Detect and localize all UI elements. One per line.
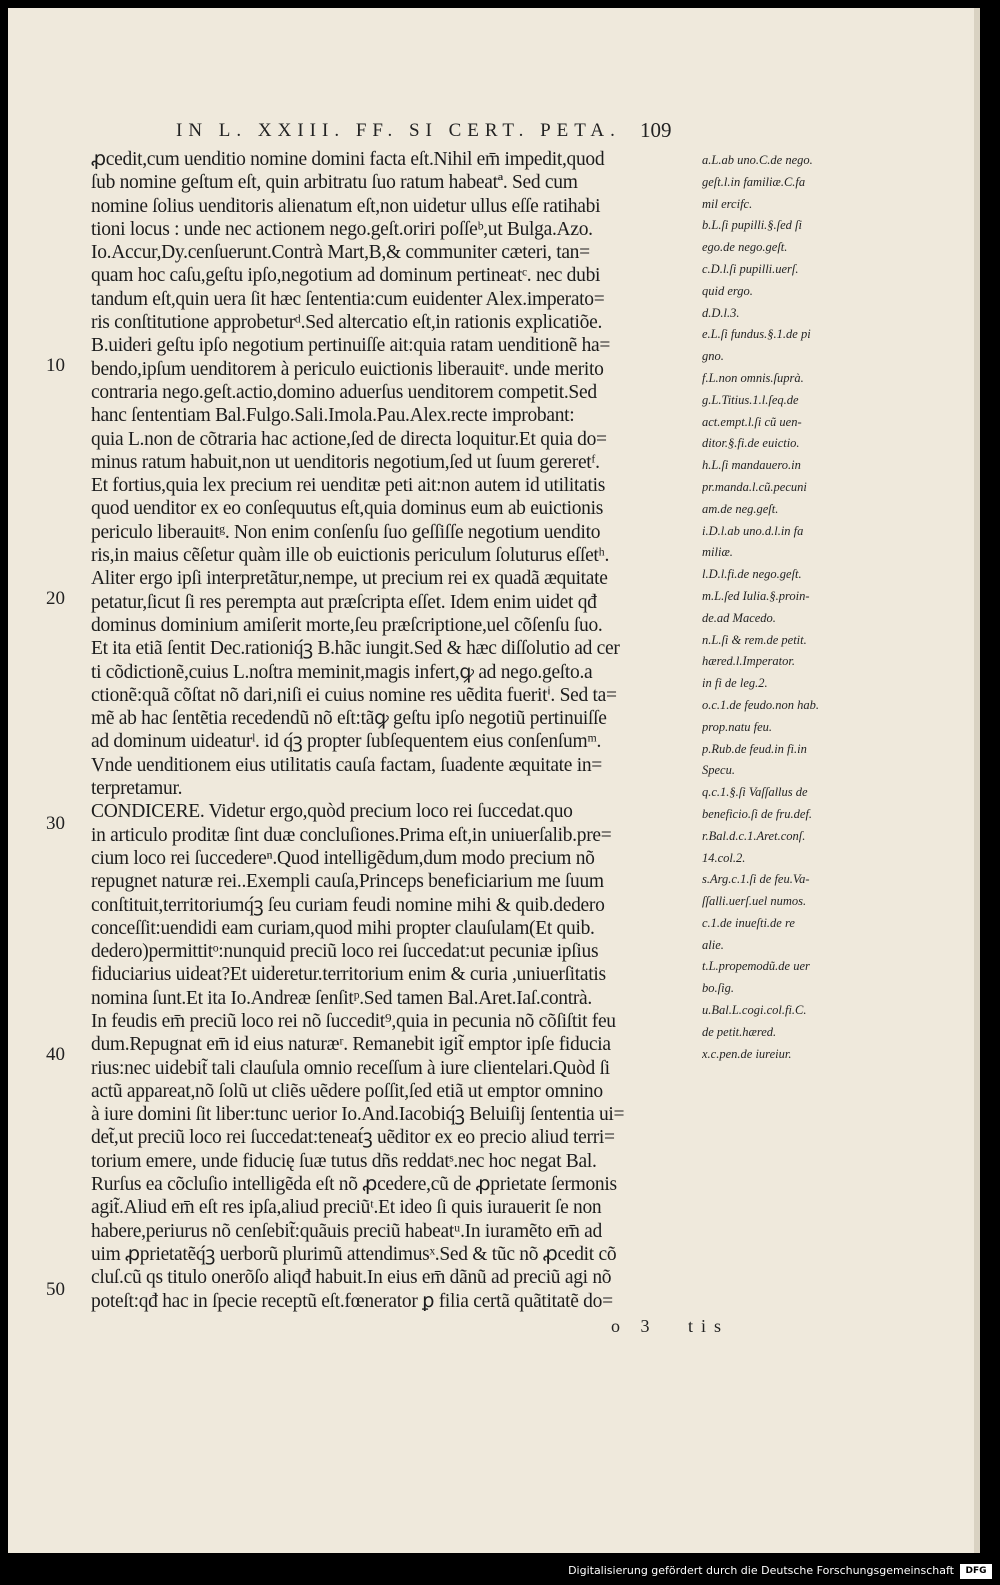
margin-note: e.L.ſi fundus.§.1.de pi [702,327,811,342]
margin-note: x.c.pen.de iureiur. [702,1046,792,1061]
text-line: cluſ.cũ qs titulo onerõſo aliqđ habuit.In eius em̄ dãnũ ad preciũ agi nõ [91,1267,612,1289]
margin-note: g.L.Titius.1.l.ſeq.de [702,392,799,407]
margin-note: h.L.ſi mandauero.in [702,458,801,473]
running-title: IN L. XXIII. FF. SI CERT. PETA. [176,120,621,141]
footer-bar [0,1555,1000,1585]
text-line: periculo liberauitᵍ. Non enim conſenſu ſuo geſſiſſe negotium uendito [91,521,601,543]
margin-note: mil ercifc. [702,196,753,211]
margin-note: geſt.l.in familiæ.C.fa [702,174,806,189]
margin-note: d.D.l.3. [702,305,740,320]
margin-note: a.L.ab uno.C.de nego. [702,153,813,167]
line-number-40: 40 [46,1044,65,1065]
margin-note: f.L.non omnis.ſuprà. [702,370,804,385]
text-line: tioni locus : unde nec actionem nego.geſt.oriri poſſeᵇ,ut Bulga.Azo. [91,218,593,240]
text-line: habere,periurus nõ cenſebit̃:quãuis preciũ habeatᵘ.In iuramẽto em̄ ad [91,1220,602,1242]
text-line: ris conſtitutione approbeturᵈ.Sed altercatio eſt,in rationis explicatiõe. [91,312,603,334]
text-line: B.uideri geſtu ipſo negotium pertinuiſſe ait:quia ratam uenditionẽ ha= [91,335,611,357]
text-line: petatur,ſicut ſi res perempta aut præſcripta eſſet. Idem enim uidet qđ [91,591,597,613]
text-line: ad dominum uideaturˡ. id q́ꝫ propter ſubſequentem eius conſenſumᵐ. [91,731,602,753]
margin-note: hæred.l.Imperator. [702,654,795,669]
line-number-30: 30 [46,813,65,834]
signature-mark-text: o 3 [611,1316,658,1336]
text-line: fiduciarius uideat?Et uideretur.territorium enim & curia ,uniuerſitatis [91,964,606,986]
margin-note: c.D.l.ſi pupilli.uerſ. [702,261,799,276]
text-line: quod uenditor ex eo conſequutus eſt,quia dominus eum ab euictionis [91,498,604,520]
text-line: CONDICERE. Videtur ergo,quòd precium loco rei ſuccedat.quo [91,801,573,823]
text-line: nomine ſolius uenditoris alienatum eſt,non uidetur ullus eſſe ratihabi [91,195,601,217]
text-line: ꝓcedit,cum uenditio nomine domini facta eſt.Nihil em̄ impedit,quod [91,149,605,170]
text-line: conſtituit,territoriumq́ꝫ ſeu curiam feudi nomine mihi & quib.dedero [91,894,605,916]
margin-note: c.1.de inueſti.de re [702,915,795,930]
margin-note: pr.manda.l.cũ.pecuni [702,479,807,494]
footer-credit: Digitalisierung gefördert durch die Deutsche Forschungsgemeinschaft [568,1564,954,1577]
text-line: ctionẽ:quã cõſtat nõ dari,niſi ei cuius nomine res uẽdita fueritⁱ. Sed ta= [91,684,617,706]
text-line: agit̃.Aliud em̄ eſt res ipſa,aliud preciũᵗ.Et ideo ſi quis iurauerit ſe non [91,1197,602,1219]
text-line: nomina ſunt.Et ita Io.Andreæ ſenſitᵖ.Sed tamen Bal.Aret.Iaſ.contrà. [91,987,592,1009]
line-number-10: 10 [46,355,65,376]
text-line: repugnet naturæ rei..Exempli cauſa,Princeps beneficiarium me ſuum [91,871,604,893]
margin-note: gno. [702,349,724,364]
text-line: Aliter ergo ipſi interpretãtur,nempe, ut precium rei ex quadã æquitate [91,568,608,590]
text-line: actũ appareat,nõ ſolũ ut cliẽs uẽdere poſſit,ſed etiã ut emptor omnino [91,1080,603,1102]
text-line: uim ꝓprietatẽq́ꝫ uerborũ plurimũ attendimusˣ.Sed & tũc nõ ꝓcedit cõ [91,1243,617,1265]
book-page [8,8,980,1553]
text-line: torium emere, unde fiducię ſuæ tutus dñs reddatˢ.nec hoc negat Bal. [91,1150,597,1172]
catchword: tis [688,1316,730,1336]
margin-note: l.D.l.fi.de nego.geſt. [702,567,802,582]
text-line: ris,in maius cẽſetur quàm ille ob euictionis periculum ſoluturus eſſetʰ. [91,545,610,567]
margin-note: beneficio.ſi de fru.def. [702,806,813,821]
text-line: mẽ ab hac ſentẽtia recedendũ nõ eſt:tãꝙ geſtu ipſo negotiũ pertinuiſſe [91,708,607,730]
text-line: dedero)permittitᵒ:nunquid preciũ loco rei ſuccedat:ut pecuniæ ipſius [91,941,599,963]
margin-note: 14.col.2. [702,850,746,865]
text-line: ti cõdictionẽ,cuius L.noſtra meminit,magis infert,ꝙ ad nego.geſto.a [91,661,593,683]
text-line: quam hoc caſu,geſtu ipſo,negotium ad dominum pertineatᶜ. nec dubi [91,265,601,287]
margin-note: m.L.ſed Iulia.§.proin- [702,588,810,603]
text-line: bendo,ipſum uenditorem à periculo euictionis liberauitᵉ. unde merito [91,358,604,380]
margin-note: de petit.hæred. [702,1024,777,1039]
text-line: rius:nec uidebit̃ tali clauſula omnio receſſum à iure clientelari.Quòd ſi [91,1057,610,1079]
text-line: det̃,ut preciũ loco rei ſuccedat:teneat́ꝫ uẽditor ex eo precio aliud terri= [91,1127,615,1149]
text-line: quia L.non de cõtraria hac actione,ſed de directa loquitur.Et quia do= [91,428,607,450]
text-line: minus ratum habuit,non ut uenditoris negotium,ſed ut ſuum gereretᶠ. [91,451,600,473]
margin-note: de.ad Macedo. [702,610,776,625]
text-line: conceſſit:uendidi eam curiam,quod mihi propter clauſulam(Et quib. [91,917,595,939]
margin-note: act.empt.l.ſi cũ uen- [702,414,802,429]
margin-note: s.Arg.c.1.ſi de feu.Va- [702,872,810,887]
text-line: contraria nego.geſt.actio,domino aduerſus uenditorem competit.Sed [91,381,597,403]
main-text-column [91,148,703,1313]
margin-note: ego.de nego.geſt. [702,240,788,255]
margin-note: b.L.ſi pupilli.§.ſed ſi [702,218,803,233]
margin-note: prop.natu feu. [702,719,773,734]
text-line: dominus dominium amiſerit morte,ſeu præſcriptione,uel cõſenſu ſuo. [91,614,603,636]
margin-note: q.c.1.§.ſi Vaſſallus de [702,785,808,800]
text-line: poteſt:qđ hac in ſpecie receptũ eſt.fœnerator ꝑ filia certã quãtitatẽ do= [91,1290,613,1312]
margin-note: u.Bal.L.cogi.col.fi.C. [702,1003,807,1018]
margin-note: i.D.l.ab uno.d.l.in fa [702,523,804,538]
text-line: hanc ſententiam Bal.Fulgo.Sali.Imola.Pau.Alex.recte improbant: [91,405,575,427]
text-line: dum.Repugnat em̄ id eius naturæʳ. Remanebit igit̃ emptor ipſe fiducia [91,1034,611,1056]
text-line: Vnde uenditionem eius utilitatis cauſa factam, ſuadente æquitate in= [91,754,602,776]
margin-note: am.de neg.geſt. [702,501,779,516]
margin-note: bo.ſig. [702,981,734,996]
text-line: tandum eſt,quin uera ſit hæc ſententia:cum euidenter Alex.imperato= [91,288,605,310]
text-line: Et ita etiã ſentit Dec.rationiq́ꝫ B.hãc iungit.Sed & hæc diſſolutio ad cer [91,638,620,660]
line-number-50: 50 [46,1279,65,1300]
margin-note: miliæ. [702,545,733,560]
text-line: terpretamur. [91,778,183,800]
line-number-20: 20 [46,588,65,609]
margin-note: r.Bal.d.c.1.Aret.conſ. [702,828,806,843]
text-line: Et fortius,quia lex precium rei uenditæ peti ait:non autem id utilitatis [91,475,605,497]
margin-note: n.L.ſi & rem.de petit. [702,632,807,647]
text-line: Rurſus ea cõcluſio intelligẽda eſt nõ ꝓcedere,cũ de ꝓprietate ſermonis [91,1174,617,1196]
text-line: in articulo proditæ ſint duæ concluſiones.Prima eſt,in uniuerſalib.pre= [91,824,612,846]
margin-note: in fi de leg.2. [702,676,768,691]
dfg-logo: DFG [960,1564,992,1579]
text-line: ſub nomine geſtum eſt, quin arbitratu ſuo ratum habeatª. Sed cum [91,172,578,194]
page-number: 109 [640,118,672,142]
margin-note: o.c.1.de feudo.non hab. [702,697,819,712]
marginal-notes-column [702,150,862,1065]
text-line: à iure domini ſit liber:tunc uerior Io.And.Iacobiq́ꝫ Beluiſij ſententia ui= [91,1104,625,1126]
margin-note: t.L.propemodũ.de uer [702,959,810,974]
text-line: cium loco rei ſuccedereⁿ.Quod intelligẽdum,dum modo precium nõ [91,847,595,869]
margin-note: Specu. [702,763,735,778]
text-line: In feudis em̄ preciũ loco rei nõ ſuccedit⁹,quia in pecunia nõ cõſiſtit feu [91,1010,616,1032]
margin-note: ſſalli.uerſ.uel numos. [702,894,807,909]
margin-note: quid ergo. [702,283,753,298]
margin-note: alie. [702,937,724,952]
margin-note: ditor.§.fi.de euictio. [702,436,800,451]
signature-mark [611,1316,729,1337]
margin-note: p.Rub.de feud.in fi.in [702,741,807,756]
text-line: Io.Accur,Dy.cenſuerunt.Contrà Mart,B,& communiter cæteri, tan= [91,242,590,264]
